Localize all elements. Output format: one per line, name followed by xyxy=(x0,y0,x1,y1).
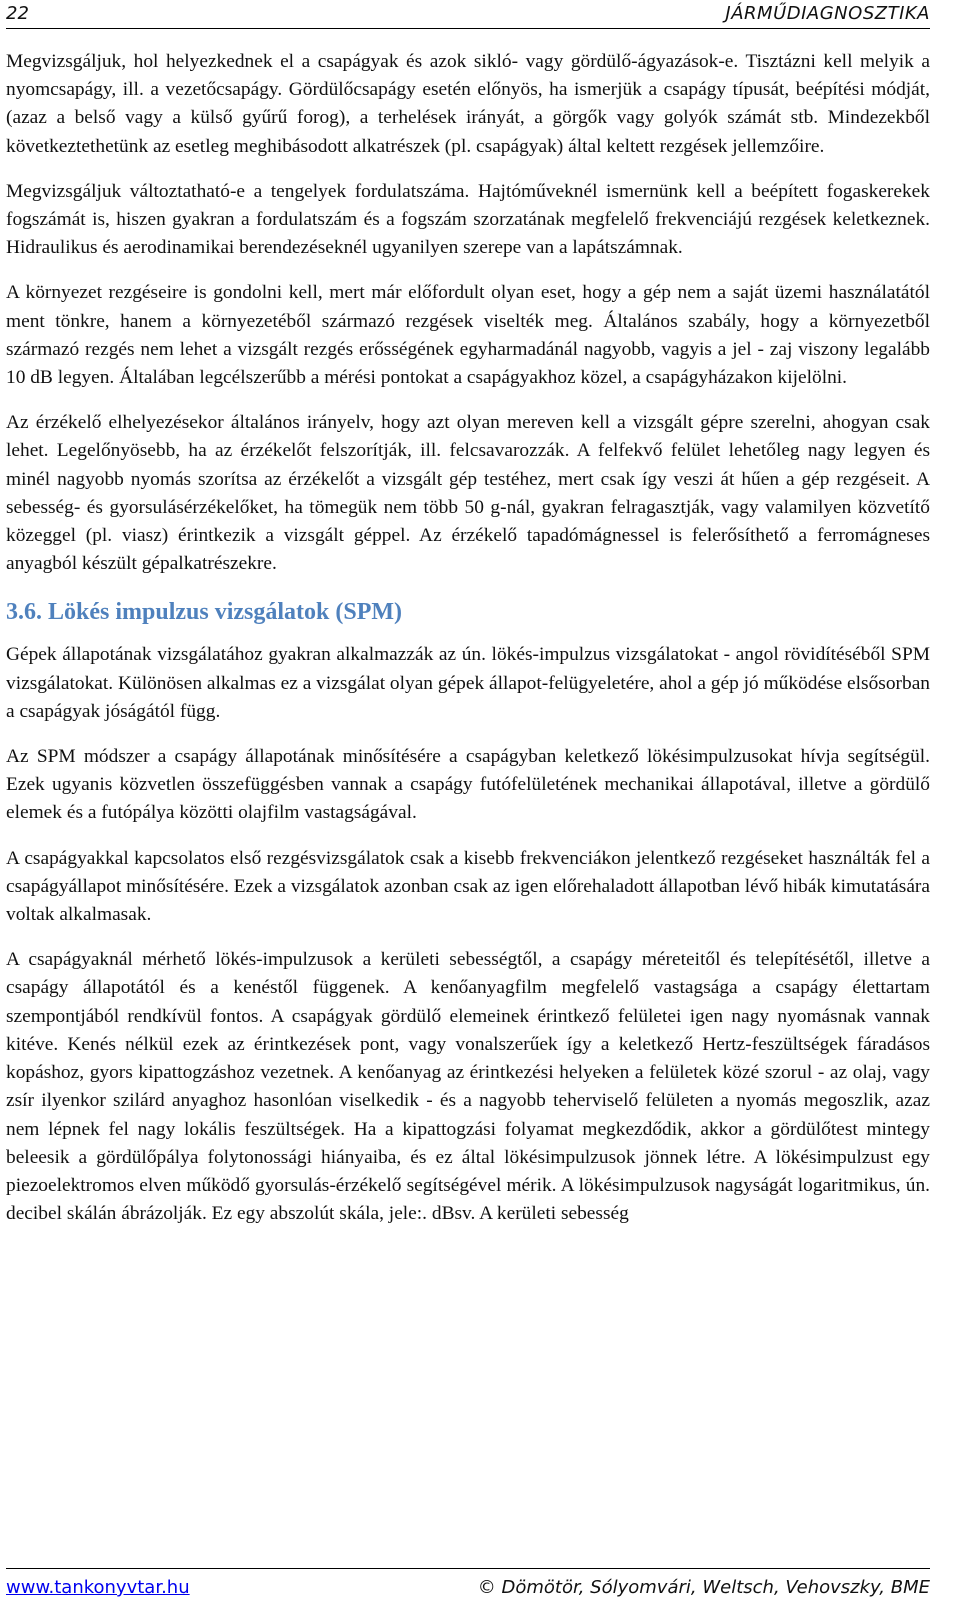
paragraph-sensor-mounting: Az érzékelő elhelyezésekor általános irányelv, hogy azt olyan mereven kell a vizsgált gépre szerelni, ahogyan csak lehet. Legelőnyösebb, ha az érzékelőt felszorítják, ill. felcsavarozzák. A felfekvő felület lehetőleg nagy legyen és minél nagyobb nyomás szorítsa az érzékelőt a vizsgált gép testéhez, mert csak így veszi át hűen a gép rezgéseit. A sebesség- és gyorsulásérzékelőket, ha tömegük nem több 50 g-nál, gyakran felragasztják, vagy valamilyen közvetítő közeggel (pl. viasz) érintkezik a vizsgált géppel. Az érzékelő tapadómágnessel is felerősíthető a ferromágneses anyagból készült gépalkatrészekre. xyxy=(6,412,930,575)
page-number: 22 xyxy=(6,3,29,24)
page-footer xyxy=(6,1568,930,1599)
paragraph-bearings: Megvizsgáljuk, hol helyezkednek el a csapágyak és azok sikló- vagy gördülő-ágyazások-e. Tisztázni kell melyik a nyomcsapágy, ill. a vezetőcsapágy. Gördülőcsapágy esetén előnyös, ha ismerjük a csapágy típusát, beépítési módját, (azaz a belső vagy a külső gyűrű forog), a terhelések irányát, a görgők vagy golyók számát stb. Mindezekből következtethetünk az esetleg meghibásodott alkatrészek (pl. csapágyak) által keltett rezgések jellemzőire. xyxy=(6,51,930,157)
paragraph-spm-intro: Gépek állapotának vizsgálatához gyakran alkalmazzák az ún. lökés-impulzus vizsgálatokat - angol rövidítéséből SPM vizsgálatokat. Különösen alkalmas ez a vizsgálat olyan gépek állapot-felügyeletére, ahol a gép jó működése elsősorban a csapágyak jóságától függ. xyxy=(6,644,930,722)
section-heading: 3.6. Lökés impulzus vizsgálatok (SPM) xyxy=(6,599,403,626)
paragraph-shock-pulses: A csapágyaknál mérhető lökés-impulzusok a kerületi sebességtől, a csapágy méreteitől és telepítésétől, illetve a csapágy állapotától és a kenéstől függenek. A kenőanyagfilm megfelelő vastagsága a csapágy élettartam szempontjából rendkívül fontos. A csapágyak gördülő elemeinek érintkező felületei igen nagy nyomásnak vannak kitéve. Kenés nélkül ezek az érintkezések pont, vagy vonalszerűek így a keletkező Hertz-feszültségek fáradásos kopáshoz, gyors kipattogzáshoz vezetnek. A kenőanyag az érintkezési helyeken a felületek közé szorul - az olaj, vagy zsír ilyenkor szilárd anyaghoz hasonlóan viselkedik - és a nagyobb teherviselő felületen a nyomás megoszlik, azaz nem lépnek fel nagy lokális feszültségek. Ha a kipattogzási folyamat megkezdődik, akkor a gördülőtest mintegy beleesik a gördülőpálya folytonossági hiányaiba, és ez által lökésimpulzusok jönnek létre. A lökésimpulzust egy piezoelektromos elven működő gyorsulás-érzékelő segítségével mérik. A lökésimpulzusok nagyságát logaritmikus, ún. decibel skálán ábrázolják. Ez egy abszolút skála, jele:. dBsv. A kerületi sebesség xyxy=(6,949,930,1225)
paragraph-shaft-speed: Megvizsgáljuk változtatható-e a tengelyek fordulatszáma. Hajtóműveknél ismernünk kell a beépített fogaskerekek fogszámát is, hiszen gyakran a fordulatszám és a fogszám szorzatának megfelelő frekvenciájú rezgések keletkeznek. Hidraulikus és aerodinamikai berendezéseknél ugyanilyen szerepe van a lapátszámnak. xyxy=(6,180,930,259)
paragraph-early-tests: A csapágyakkal kapcsolatos első rezgésvizsgálatok csak a kisebb frekvenciákon jelentkező rezgéseket használták fel a csapágyállapot minősítésére. Ezek a vizsgálatok azonban csak az igen előrehaladott állapotban lévő hibák kimutatására voltak alkalmasak. xyxy=(6,847,930,926)
copyright-credit: © Dömötör, Sólyomvári, Weltsch, Vehovszky, BME xyxy=(477,1577,930,1598)
page-body xyxy=(6,48,930,1245)
website-link[interactable]: www.tankonyvtar.hu xyxy=(6,1577,190,1598)
paragraph-environment-vibration: A környezet rezgéseire is gondolni kell, mert már előfordult olyan eset, hogy a gép nem a saját üzemi használatától ment tönkre, hanem a környezetéből származó rezgések viselték meg. Általános szabály, hogy a környezetből származó rezgés nem lehet a vizsgált rezgés erősségének egyharmadánál nagyobb, vagyis a jel - zaj viszony legalább 10 dB legyen. Általában legcélszerűbb a mérési pontokat a csapágyakhoz közel, a csapágyházakon kijelölni. xyxy=(6,282,930,389)
page-header xyxy=(6,2,930,29)
running-title: JÁRMŰDIAGNOSZTIKA xyxy=(725,3,930,24)
paragraph-spm-method: Az SPM módszer a csapágy állapotának minősítésére a csapágyban keletkező lökésimpulzusokat hívja segítségül. Ezek ugyanis közvetlen összefüggésben vannak a csapágy futófelületének mechanikai állapotával, illetve a gördülő elemek és a futópálya közötti olajfilm vastagságával. xyxy=(6,746,930,824)
